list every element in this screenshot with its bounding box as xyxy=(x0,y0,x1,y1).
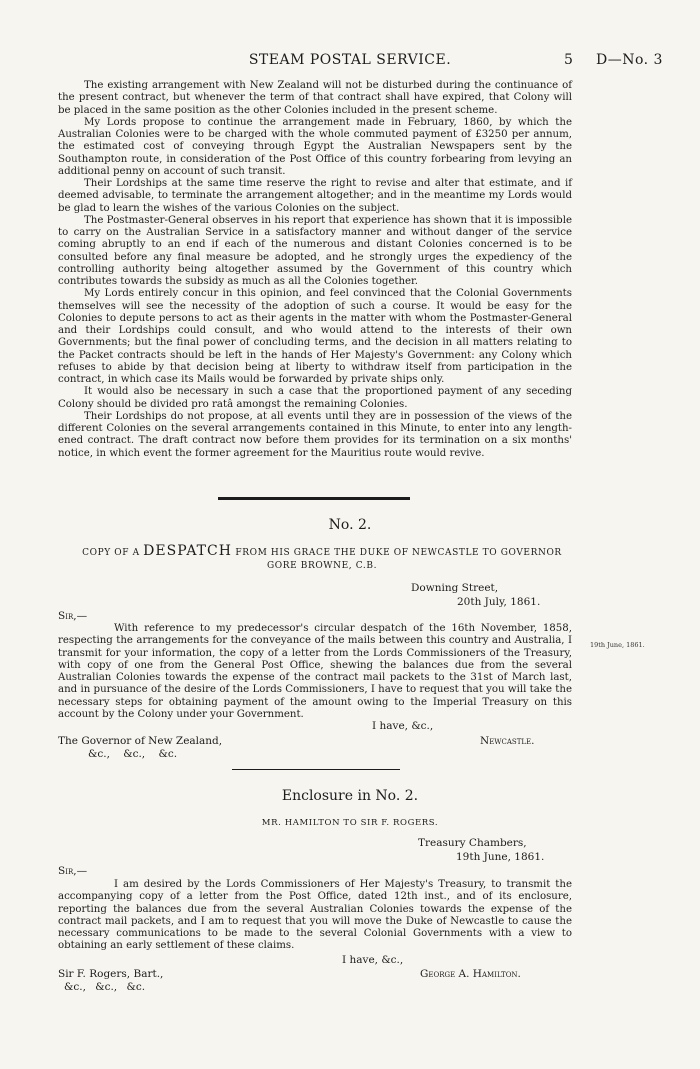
page-number: 5 xyxy=(564,52,573,68)
despatch-salutation: Sir,— xyxy=(58,610,88,622)
enclosure-addressee: Sir F. Rogers, Bart., xyxy=(58,968,164,980)
despatch-number: No. 2. xyxy=(328,517,372,533)
despatch-signature: Newcastle. xyxy=(480,735,535,747)
section-divider-thin xyxy=(232,769,400,770)
section-divider-thick xyxy=(218,497,410,500)
minute-paragraph: My Lords entirely concur in this opinion, and feel convinced that the Colonial Governments themselves will see the necessity of the adoption of such a course. It would be easy for the Colonies to depute persons to act as their agents in the matter with whom the Postmaster-General and their Lordships could consult, and who would attend to the interests of their own Governments; but the final power of concluding terms, and the decision in all matters relating to the Packet contracts should be left in the hands of Her Majesty's Government: any Colony which refuses to abide by that decision being at liberty to withdraw itself from participation in the contract, in which case its Mails would be forwarded by private ships only. xyxy=(58,288,572,385)
enclosure-title: Enclosure in No. 2. xyxy=(281,788,419,804)
minute-paragraph: The existing arrangement with New Zealand will not be disturbed during the continuance of the present contract, but whenever the term of that contract shall have expired, that Colony will be placed in the same position as the other Colonies included in the present scheme. xyxy=(58,80,572,116)
enclosure-addressee-etc: &c., &c., &c. xyxy=(64,981,146,993)
despatch-closing: I have, &c., xyxy=(372,720,434,732)
enclosure-closing: I have, &c., xyxy=(342,954,404,966)
enclosure-salutation: Sir,— xyxy=(58,865,88,877)
minute-paragraph: Their Lordships at the same time reserve the right to revise and alter that estimate, and if deemed advisable, to terminate the arrangement altogether; and in the meantime my Lords would be glad to learn the wishes of the various Colonies on the subject. xyxy=(58,178,572,214)
despatch-heading-post: FROM HIS GRACE THE DUKE OF NEWCASTLE TO GOVERNOR GORE BROWNE, C.B. xyxy=(235,548,562,571)
despatch-heading-pre: COPY OF A xyxy=(82,548,140,558)
minute-paragraph: My Lords propose to continue the arrangement made in February, 1860, by which the Australian Colonies were to be charged with the whole commuted payment of £3250 per annum, the estimated cost of conveying through Egypt the Australian Newspapers sent by the Southampton route, in consideration of the Post Office of this country forbearing from levying an additional penny on account of such transit. xyxy=(58,116,572,177)
despatch-addressee: The Governor of New Zealand, xyxy=(58,735,223,747)
despatch-addressee-etc: &c., &c., &c. xyxy=(88,748,178,760)
enclosure-address-line1: Treasury Chambers, xyxy=(418,837,527,849)
despatch-body: With reference to my predecessor's circular despatch of the 16th November, 1858, respecting the arrangements for the conveyance of the mails between this country and Australia, I transmit for your information, the copy of a letter from the Lords Commissioners of the Treasury, with copy of one from the General Post Office, shewing the balances due from the several Australian Colonies towards the expense of the contract mail packets to the 31st of March last, and in pursuance of the desire of the Lords Commissioners, I have to request that you will take the necessary steps for obtaining payment of the amount owing to the Imperial Treasury on this account by the Colony under your Government. xyxy=(58,623,572,720)
minute-paragraph: The Postmaster-General observes in his report that experience has shown that it is impossible to carry on the Australian Service in a satisfactory manner and without danger of the service coming abruptly to an end if each of the numerous and distant Colonies concerned is to be consulted before any final measure be adopted, and he strongly urges the expediency of the controlling authority being altogether assumed by the Government of this country which contributes towards the subsidy as much as all the Colonies together. xyxy=(58,214,572,287)
despatch-address-date: 20th July, 1861. xyxy=(457,596,541,608)
despatch-heading xyxy=(72,545,572,573)
enclosure-body: I am desired by the Lords Commissioners of Her Majesty's Treasury, to transmit the accompanying copy of a letter from the Post Office, dated 12th inst., and of its enclosure, reporting the balances due from the several Australian Colonies towards the expense of the contract mail packets, and I am to request that you will move the Duke of Newcastle to cause the necessary communications to be made to the several Colonial Governments with a view to obtaining an early settlement of these claims. xyxy=(58,879,572,952)
despatch-address-line1: Downing Street, xyxy=(411,582,499,594)
page-header-title: STEAM POSTAL SERVICE. xyxy=(248,52,452,68)
margin-note: 19th June, 1861. xyxy=(590,641,645,649)
minute-paragraph: Their Lordships do not propose, at all events until they are in possession of the views of the different Colonies on the several arrangements contained in this Minute, to enter into any length-ened contract. The draft contract now before them provides for its termination on a six months' notice, in which event the former agreement for the Mauritius route would revive. xyxy=(58,410,572,459)
minute-text xyxy=(58,80,572,460)
minute-paragraph: It would also be necessary in such a case that the proportioned payment of any seceding Colony should be divided pro ratâ amongst the remaining Colonies. xyxy=(58,386,572,410)
enclosure-subtitle: MR. HAMILTON TO SIR F. ROGERS. xyxy=(261,818,439,828)
despatch-heading-big: DESPATCH xyxy=(143,543,232,559)
enclosure-address-date: 19th June, 1861. xyxy=(456,851,545,863)
document-reference: D—No. 3 xyxy=(596,52,663,68)
enclosure-signature: George A. Hamilton. xyxy=(420,968,521,980)
